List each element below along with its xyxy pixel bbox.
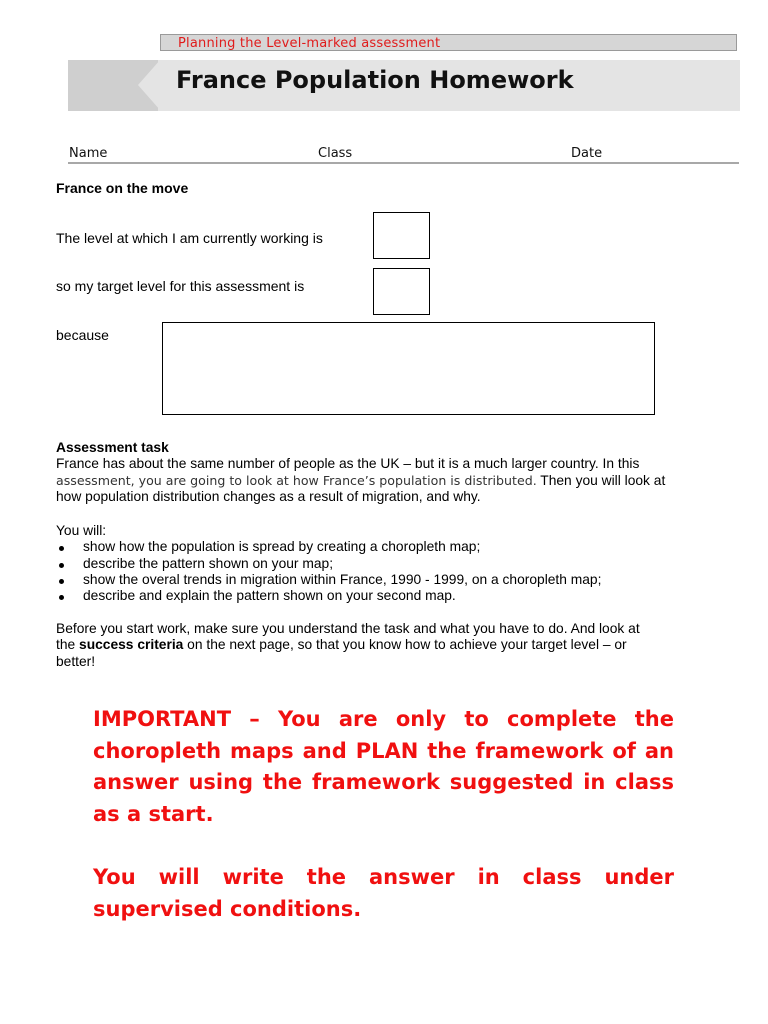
before-line-2a: the <box>56 637 80 653</box>
task-line-3: how population distribution changes as a result of migration, and why. <box>56 488 481 504</box>
task-line-2b: Then you will look at <box>536 472 666 488</box>
task-bullet-list <box>56 539 676 604</box>
list-item: describe and explain the pattern shown on your second map. <box>56 588 676 604</box>
before-line-1: Before you start work, make sure you understand the task and what you have to do. And look at <box>56 621 640 636</box>
important-notice: IMPORTANT – You are only to complete the choropleth maps and PLAN the framework of an answer using the framework suggested in class as a start. <box>93 707 674 826</box>
section-heading: France on the move <box>56 180 189 196</box>
title-chevron <box>138 60 160 110</box>
list-item: show the overal trends in migration within France, 1990 - 1999, on a choropleth map; <box>56 572 676 588</box>
before-you-start <box>56 621 676 670</box>
before-line-2 <box>56 637 676 653</box>
class-label: Class <box>318 146 353 161</box>
task-line-2 <box>56 473 676 489</box>
current-level-label: The level at which I am currently working is <box>56 230 323 246</box>
you-will-label: You will: <box>56 523 107 538</box>
header-banner <box>160 34 737 51</box>
list-item: describe the pattern shown on your map; <box>56 556 676 572</box>
list-item: show how the population is spread by creating a choropleth map; <box>56 539 676 555</box>
task-list-block <box>56 523 676 604</box>
success-criteria-text: success criteria <box>79 637 184 653</box>
task-line-2a: assessment, you are going to look at how France’s population is distributed. <box>56 472 537 488</box>
banner-text: Planning the Level-marked assessment <box>178 36 441 51</box>
before-line-3: better! <box>56 653 96 669</box>
target-level-box[interactable] <box>373 268 430 315</box>
task-heading: Assessment task <box>56 440 169 455</box>
important-notice-2: You will write the answer in class under supervised conditions. <box>93 865 674 921</box>
page-title: France Population Homework <box>176 66 574 94</box>
target-level-label: so my target level for this assessment is <box>56 278 305 294</box>
date-label: Date <box>571 146 603 161</box>
title-bar <box>68 60 740 111</box>
because-box[interactable] <box>162 322 655 415</box>
fields-underline <box>68 162 739 164</box>
because-label: because <box>56 327 109 343</box>
name-label: Name <box>69 146 108 161</box>
assessment-task <box>56 440 676 505</box>
before-line-2c: on the next page, so that you know how to achieve your target level – or <box>183 637 627 653</box>
task-line-1: France has about the same number of people as the UK – but it is a much larger country. In this <box>56 456 640 472</box>
current-level-box[interactable] <box>373 212 430 259</box>
